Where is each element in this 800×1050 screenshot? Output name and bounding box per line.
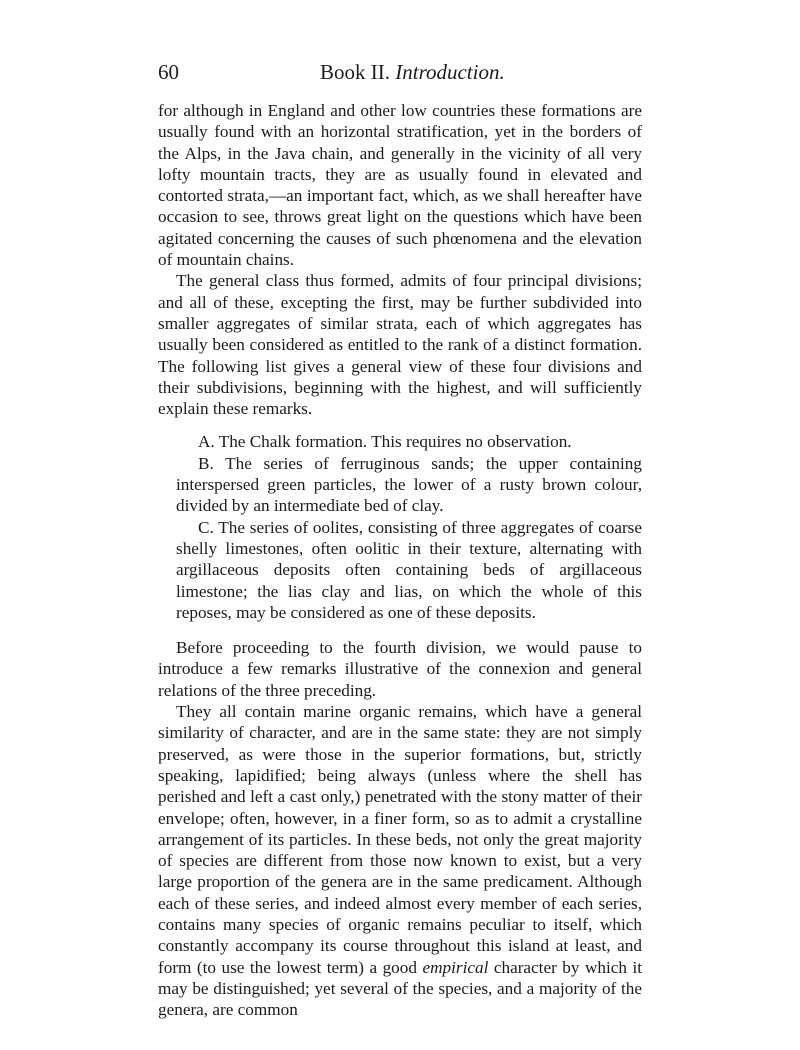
paragraph-continued: for although in England and other low countries these formations are usually found with an horizontal stratification, yet in the borders of the Alps, in the Java chain, and generally in the vicinity of all very lofty mountain tracts, they are as usually found in elevated and contorted strata,—an important fact, which, as we shall hereafter have occasion to see, throws great light on the questions which have been agitated concerning the causes of such phœnomena and the elevation of mountain chains. [158,101,642,270]
paragraph-divisions: The general class thus formed, admits of four principal divisions; and all of these, excepting the first, may be further subdivided into smaller aggregates of similar strata, each of which aggregates has usually been considered as entitled to the rank of a distinct formation. The following list gives a general view of these four divisions and their subdivisions, beginning with the highest, and will sufficiently explain these remarks. [158,271,642,419]
book-label: Book II. [320,60,390,84]
paragraph-before-fourth: Before proceeding to the fourth division, we would pause to introduce a few remarks illustrative of the connexion and general relations of the three preceding. [158,638,642,700]
page-body [158,100,642,1020]
list-item-c: C. The series of oolites, consisting of three aggregates of coarse shelly limestones, often oolitic in their texture, alternating with argillaceous deposits often containing beds of argillaceous limestone; the lias clay and lias, on which the whole of this reposes, may be considered as one of these deposits. [176,517,642,622]
page-header [158,60,642,90]
paragraph-organic-remains-part-2: character by which it may be distinguished; yet several of the species, and a majority of the genera, are common [158,957,643,1020]
paragraph-organic-remains-part-1: They all contain marine organic remains, which have a general similarity of character, and are in the same state: they are not simply preserved, as were those in the superior formations, but, strictly speaking, lapidified; being always (unless where the shell has perished and left a cast only,) penetrated with the stony matter of their envelope; often, however, in a finer form, so as to admit a crystalline arrangement of its particles. In these beds, not only the great majority of species are different from those now known to exist, but a very large proportion of the genera are in the same predicament. Although each of these series, and indeed almost every member of each series, contains many species of organic remains peculiar to itself, which constantly accompany its course throughout this island at least, and form (to use the lowest term) a good [158,702,642,977]
section-label: Introduction. [395,60,505,84]
running-head [320,60,505,85]
list-item-b: B. The series of ferruginous sands; the upper containing interspersed green particles, the lower of a rusty brown colour, divided by an intermediate bed of clay. [176,453,642,516]
paragraph-organic-remains [158,701,642,1020]
emphasis-empirical: empirical [422,957,489,977]
page-number: 60 [158,60,179,84]
list-item-a: A. The Chalk formation. This requires no observation. [198,432,572,452]
division-list [158,431,642,623]
